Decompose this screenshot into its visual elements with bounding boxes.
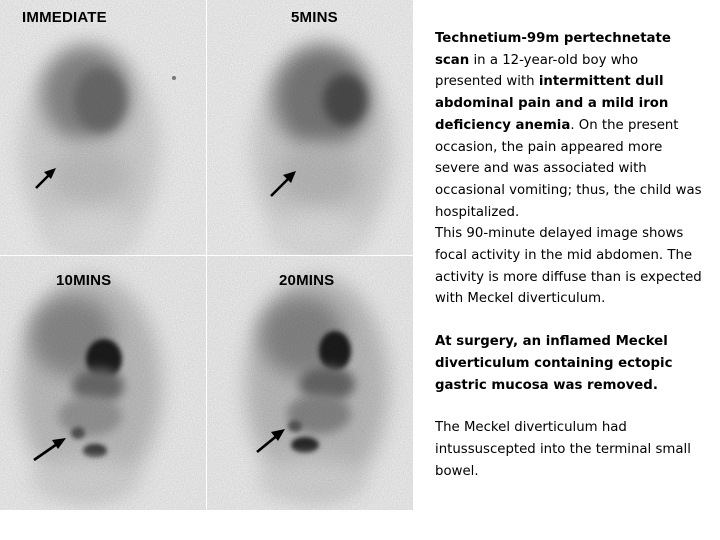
scan-label-20mins: 20MINS [279, 272, 335, 289]
scan-frame-10mins [0, 256, 206, 510]
caption-paragraph-1: Technetium-99m pertechnetate scan in a 12-year-old boy who presented with intermittent dull abdominal pain and a mild iron deficiency anemia. On the present occasion, the pain appeared more severe and was associated with occasional vomiting; thus, the child was hospitalized. [435, 31, 702, 220]
caption-paragraph-4: The Meckel diverticulum had intussuscepted into the terminal small bowel. [435, 420, 691, 479]
scan-frame-immediate [0, 0, 206, 255]
case-caption [435, 28, 705, 482]
scan-label-immediate: IMMEDIATE [22, 9, 107, 26]
caption-paragraph-2: This 90-minute delayed image shows focal activity in the mid abdomen. The activity is more diffuse than is expected with Meckel diverticulum. [435, 226, 702, 307]
caption-paragraph-3: At surgery, an inflamed Meckel diverticulum containing ectopic gastric mucosa was removed. [435, 334, 673, 393]
scan-label-5mins: 5MINS [291, 9, 338, 26]
scan-frame-20mins [207, 256, 413, 510]
scan-label-10mins: 10MINS [56, 272, 112, 289]
scan-frame-5mins [207, 0, 413, 255]
